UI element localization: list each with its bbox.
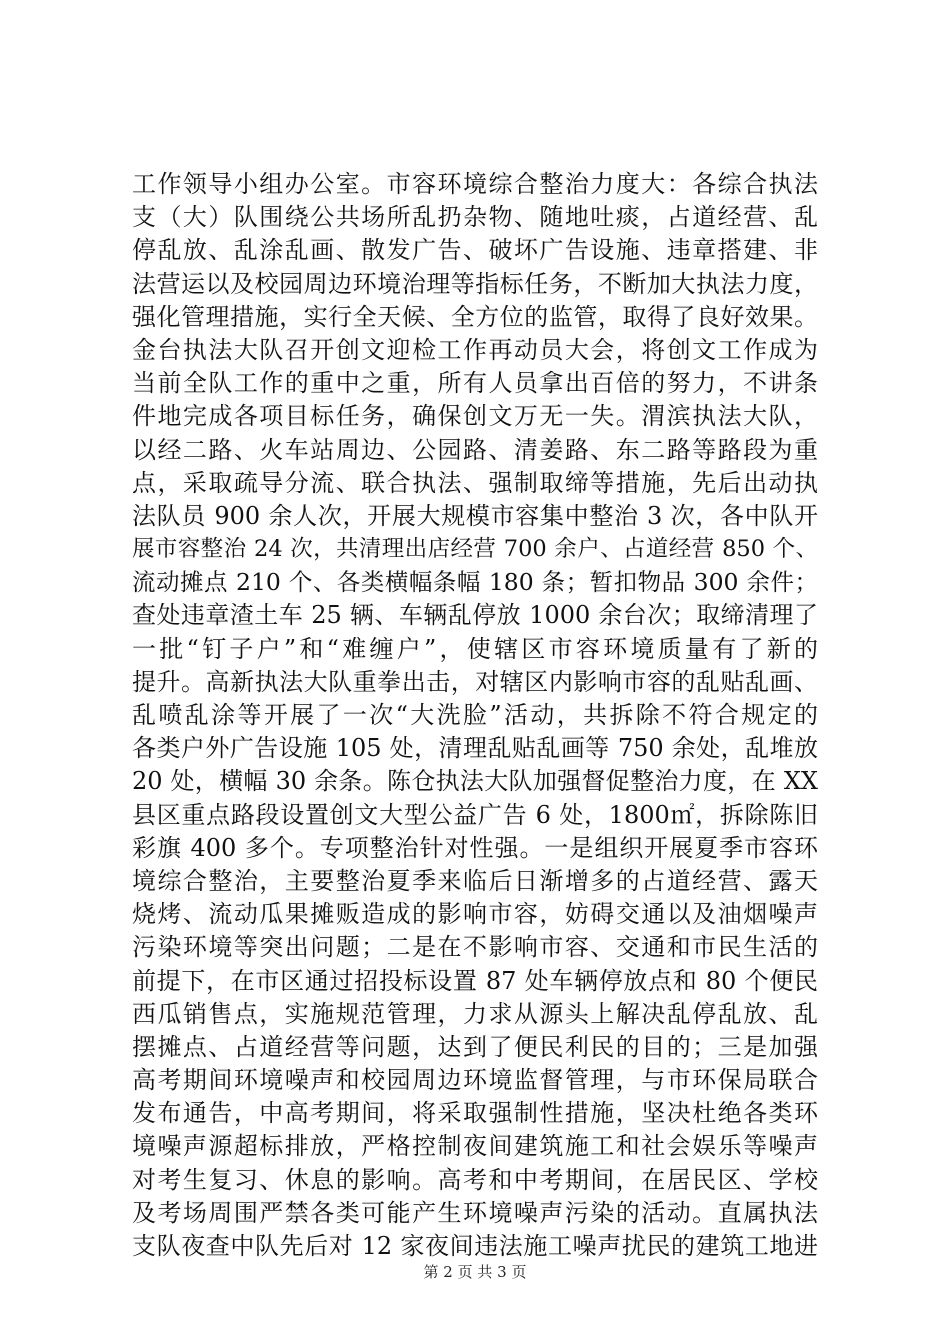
- text-line: 前提下，在市区通过招投标设置 87 处车辆停放点和 80 个便民: [132, 966, 818, 995]
- text-line: 法营运以及校园周边环境治理等指标任务，不断加大执法力度，: [132, 269, 818, 298]
- text-line: 各类户外广告设施 105 处，清理乱贴乱画等 750 余处，乱堆放: [132, 734, 818, 763]
- text-line: 查处违章渣土车 25 辆、车辆乱停放 1000 余台次；取缔清理了: [132, 601, 818, 630]
- body-text: [132, 168, 818, 1263]
- text-line: 金台执法大队召开创文迎检工作再动员大会，将创文工作成为: [132, 335, 818, 364]
- text-line: 件地完成各项目标任务，确保创文万无一失。渭滨执法大队，: [132, 402, 818, 431]
- text-line: 支队夜查中队先后对 12 家夜间违法施工噪声扰民的建筑工地进: [132, 1232, 818, 1260]
- text-line: 当前全队工作的重中之重，所有人员拿出百倍的努力，不讲条: [132, 369, 818, 398]
- text-line: 彩旗 400 多个。专项整治针对性强。一是组织开展夏季市容环: [132, 833, 818, 862]
- text-line: 20 处，横幅 30 余条。陈仓执法大队加强督促整治力度，在 XX: [132, 767, 818, 796]
- text-line: 对考生复习、休息的影响。高考和中考期间，在居民区、学校: [132, 1165, 818, 1194]
- text-line: 法队员 900 余人次，开展大规模市容集中整治 3 次，各中队开: [132, 501, 818, 530]
- text-line: 流动摊点 210 个、各类横幅条幅 180 条；暂扣物品 300 余件；: [132, 568, 818, 597]
- text-line: 强化管理措施，实行全天候、全方位的监管，取得了良好效果。: [132, 302, 818, 331]
- text-line: 烧烤、流动瓜果摊贩造成的影响市容，妨碍交通以及油烟噪声: [132, 900, 818, 929]
- text-line: 提升。高新执法大队重拳出击，对辖区内影响市容的乱贴乱画、: [132, 667, 818, 696]
- text-line: 工作领导小组办公室。市容环境综合整治力度大：各综合执法: [132, 170, 818, 198]
- text-line: 一批“钉子户”和“难缠户”，使辖区市容环境质量有了新的: [132, 634, 818, 663]
- page-footer: 第 2 页 共 3 页: [423, 1263, 527, 1281]
- text-line: 展市容整治 24 次，共清理出店经营 700 余户、占道经营 850 个、: [132, 536, 818, 563]
- text-line: 污染环境等突出问题；二是在不影响市容、交通和市民生活的: [132, 933, 818, 962]
- text-line: 点，采取疏导分流、联合执法、强制取缔等措施，先后出动执: [132, 468, 818, 497]
- text-line: 境综合整治，主要整治夏季来临后日渐增多的占道经营、露天: [132, 866, 818, 895]
- text-line: 停乱放、乱涂乱画、散发广告、破坏广告设施、违章搭建、非: [132, 236, 818, 265]
- text-line: 以经二路、火车站周边、公园路、清姜路、东二路等路段为重: [132, 435, 818, 464]
- text-line: 境噪声源超标排放，严格控制夜间建筑施工和社会娱乐等噪声: [132, 1132, 818, 1161]
- text-line: 发布通告，中高考期间，将采取强制性措施，坚决杜绝各类环: [132, 1099, 818, 1128]
- text-line: 及考场周围严禁各类可能产生环境噪声污染的活动。直属执法: [132, 1198, 818, 1227]
- text-line: 摆摊点、占道经营等问题，达到了便民利民的目的；三是加强: [132, 1032, 818, 1061]
- text-line: 支（大）队围绕公共场所乱扔杂物、随地吐痰，占道经营、乱: [132, 203, 818, 232]
- text-line: 县区重点路段设置创文大型公益广告 6 处，1800㎡，拆除陈旧: [132, 800, 818, 829]
- text-line: 高考期间环境噪声和校园周边环境监督管理，与市环保局联合: [132, 1066, 818, 1095]
- text-line: 乱喷乱涂等开展了一次“大洗脸”活动，共拆除不符合规定的: [132, 701, 818, 729]
- text-line: 西瓜销售点，实施规范管理，力求从源头上解决乱停乱放、乱: [132, 999, 818, 1028]
